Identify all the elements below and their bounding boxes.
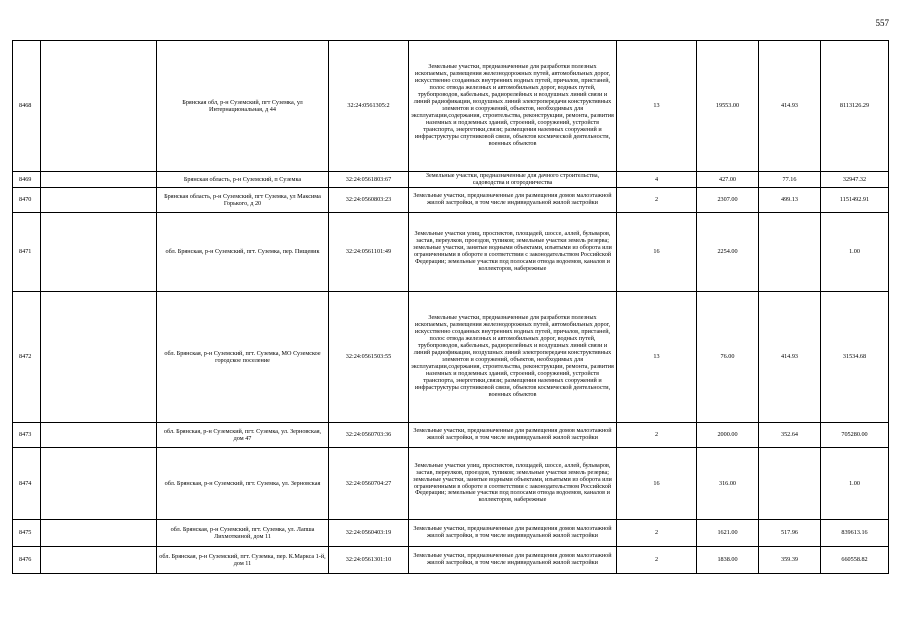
usage-cell: Земельные участки улиц, проспектов, площадей, шоссе, аллей, бульваров, застав, переулков, проездов, тупиков; земельные участки земель резерва; земельные участки, занятые водными объектами, изъятыми из оборота или ограниченными в обороте в соответствии с законодательством Российской Федерации; земельные участки под полосами отвода водоемов, каналов и коллекторов, набережные (409, 448, 617, 520)
rate-cell: 414.93 (759, 41, 821, 172)
group-cell: 2 (617, 423, 697, 448)
blank-cell (41, 448, 157, 520)
area-cell: 2307.00 (697, 188, 759, 213)
table-row (13, 448, 889, 520)
blank-cell (41, 292, 157, 423)
area-cell: 427.00 (697, 172, 759, 188)
blank-cell (41, 188, 157, 213)
group-cell: 16 (617, 448, 697, 520)
blank-cell (41, 547, 157, 574)
value-cell: 705280.00 (821, 423, 889, 448)
address-cell: обл. Брянская, р-н Суземский, пгт. Суземка, ул. Зерновская (157, 448, 329, 520)
table-row (13, 423, 889, 448)
usage-cell: Земельные участки улиц, проспектов, площадей, шоссе, аллей, бульваров, застав, переулков, проездов, тупиков; земельные участки земель резерва; земельные участки, занятые водными объектами, изъятыми из оборота или ограниченными в обороте в соответствии с законодательством Российской Федерации; земельные участки под полосами отвода водоемов, каналов и коллекторов, набережные (409, 213, 617, 292)
address-cell: Брянская область, р-н Суземский, п Суземка (157, 172, 329, 188)
cadastre-cell: 32:24:0560704:27 (329, 448, 409, 520)
value-cell: 8113126.29 (821, 41, 889, 172)
cadastre-cell: 32:24:0561503:55 (329, 292, 409, 423)
group-cell: 2 (617, 547, 697, 574)
rate-cell: 499.13 (759, 188, 821, 213)
table-row (13, 520, 889, 547)
land-plots-table (12, 40, 889, 574)
usage-cell: Земельные участки, предназначенные для разработки полезных ископаемых, размещения железнодорожных путей, автомобильных дорог, искусственно созданных внутренних водных путей, причалов, пристаней, полос отвода железных и автомобильных дорог, водных путей, трубопроводов, кабельных, радиорелейных и воздушных линий связи и линий радиофикации, воздушных линий электропередачи конструктивных элементов и сооружений, объектов, необходимых для эксплуатации,содержания, строительства, реконструкции, ремонта, развития наземных и подземных зданий, строений, сооружений, устройств транспорта, энергетики,связи; размещения наземных сооружений и инфраструктуры спутниковой связи, объектов космической деятельности, военных объектов (409, 292, 617, 423)
table-row (13, 292, 889, 423)
blank-cell (41, 520, 157, 547)
area-cell: 1621.00 (697, 520, 759, 547)
table-row (13, 172, 889, 188)
cadastre-cell: 32:24:0561101:49 (329, 213, 409, 292)
area-cell: 1838.00 (697, 547, 759, 574)
address-cell: обл. Брянская, р-н Суземский, пгт. Суземка, пер. Пищевик (157, 213, 329, 292)
group-cell: 2 (617, 520, 697, 547)
usage-cell: Земельные участки, предназначенные для дачного строительства, садоводства и огородничества (409, 172, 617, 188)
table-row (13, 41, 889, 172)
rate-cell: 352.64 (759, 423, 821, 448)
group-cell: 16 (617, 213, 697, 292)
group-cell: 13 (617, 41, 697, 172)
value-cell: 1151492.91 (821, 188, 889, 213)
cadastre-cell: 32:24:0560803:23 (329, 188, 409, 213)
address-cell: обл. Брянская, р-н Суземский, пгт. Суземка, ул. Лапша Лихмоткиной, дом 11 (157, 520, 329, 547)
value-cell: 1.00 (821, 213, 889, 292)
row-number: 8476 (13, 547, 41, 574)
blank-cell (41, 423, 157, 448)
rate-cell: 517.96 (759, 520, 821, 547)
area-cell: 76.00 (697, 292, 759, 423)
blank-cell (41, 213, 157, 292)
table-row (13, 547, 889, 574)
value-cell: 660558.82 (821, 547, 889, 574)
cadastre-cell: 32:24:0560403:19 (329, 520, 409, 547)
address-cell: Брянская область, р-н Суземский, пгт Суземка, ул Максима Горького, д 20 (157, 188, 329, 213)
usage-cell: Земельные участки, предназначенные для размещения домов малоэтажной жилой застройки, в том числе индивидуальной жилой застройки (409, 423, 617, 448)
address-cell: обл. Брянская, р-н Суземский, пгт. Суземка, ул. Зерновская, дом 47 (157, 423, 329, 448)
usage-cell: Земельные участки, предназначенные для размещения домов малоэтажной жилой застройки, в том числе индивидуальной жилой застройки (409, 547, 617, 574)
row-number: 8472 (13, 292, 41, 423)
row-number: 8471 (13, 213, 41, 292)
cadastre-cell: 32:24:0561301:10 (329, 547, 409, 574)
rate-cell (759, 448, 821, 520)
area-cell: 2000.00 (697, 423, 759, 448)
rate-cell: 359.39 (759, 547, 821, 574)
row-number: 8468 (13, 41, 41, 172)
group-cell: 4 (617, 172, 697, 188)
group-cell: 2 (617, 188, 697, 213)
group-cell: 13 (617, 292, 697, 423)
value-cell: 1.00 (821, 448, 889, 520)
row-number: 8469 (13, 172, 41, 188)
area-cell: 19553.00 (697, 41, 759, 172)
address-cell: обл. Брянская, р-н Суземский, пгт. Суземка, МО Суземское городское поселение (157, 292, 329, 423)
row-number: 8475 (13, 520, 41, 547)
area-cell: 2254.00 (697, 213, 759, 292)
table-row (13, 188, 889, 213)
value-cell: 31534.68 (821, 292, 889, 423)
blank-cell (41, 172, 157, 188)
row-number: 8470 (13, 188, 41, 213)
cadastre-cell: 32:24:0560703:36 (329, 423, 409, 448)
cadastre-cell: 32:24:0561305:2 (329, 41, 409, 172)
usage-cell: Земельные участки, предназначенные для размещения домов малоэтажной жилой застройки, в том числе индивидуальной жилой застройки (409, 188, 617, 213)
page-number: 557 (875, 18, 889, 28)
value-cell: 32947.32 (821, 172, 889, 188)
row-number: 8473 (13, 423, 41, 448)
blank-cell (41, 41, 157, 172)
usage-cell: Земельные участки, предназначенные для разработки полезных ископаемых, размещения железнодорожных путей, автомобильных дорог, искусственно созданных внутренних водных путей, причалов, пристаней, полос отвода железных и автомобильных дорог, водных путей, трубопроводов, кабельных, радиорелейных и воздушных линий связи и линий радиофикации, воздушных линий электропередачи конструктивных элементов и сооружений, объектов, необходимых для эксплуатации,содержания, строительства, реконструкции, ремонта, развития наземных и подземных зданий, строений, сооружений, устройств транспорта, энергетики,связи; размещения наземных сооружений и инфраструктуры спутниковой связи, объектов космической деятельности, военных объектов (409, 41, 617, 172)
table-row (13, 213, 889, 292)
area-cell: 316.00 (697, 448, 759, 520)
rate-cell (759, 213, 821, 292)
cadastre-cell: 32:24:0561803:67 (329, 172, 409, 188)
address-cell: Брянская обл, р-н Суземский, пгт Суземка, ул Интернациональная, д 44 (157, 41, 329, 172)
usage-cell: Земельные участки, предназначенные для размещения домов малоэтажной жилой застройки, в том числе индивидуальной жилой застройки (409, 520, 617, 547)
rate-cell: 414.93 (759, 292, 821, 423)
rate-cell: 77.16 (759, 172, 821, 188)
row-number: 8474 (13, 448, 41, 520)
address-cell: обл. Брянская, р-н Суземский, пгт. Суземка, пер. К.Маркса 1-й, дом 11 (157, 547, 329, 574)
value-cell: 839613.16 (821, 520, 889, 547)
